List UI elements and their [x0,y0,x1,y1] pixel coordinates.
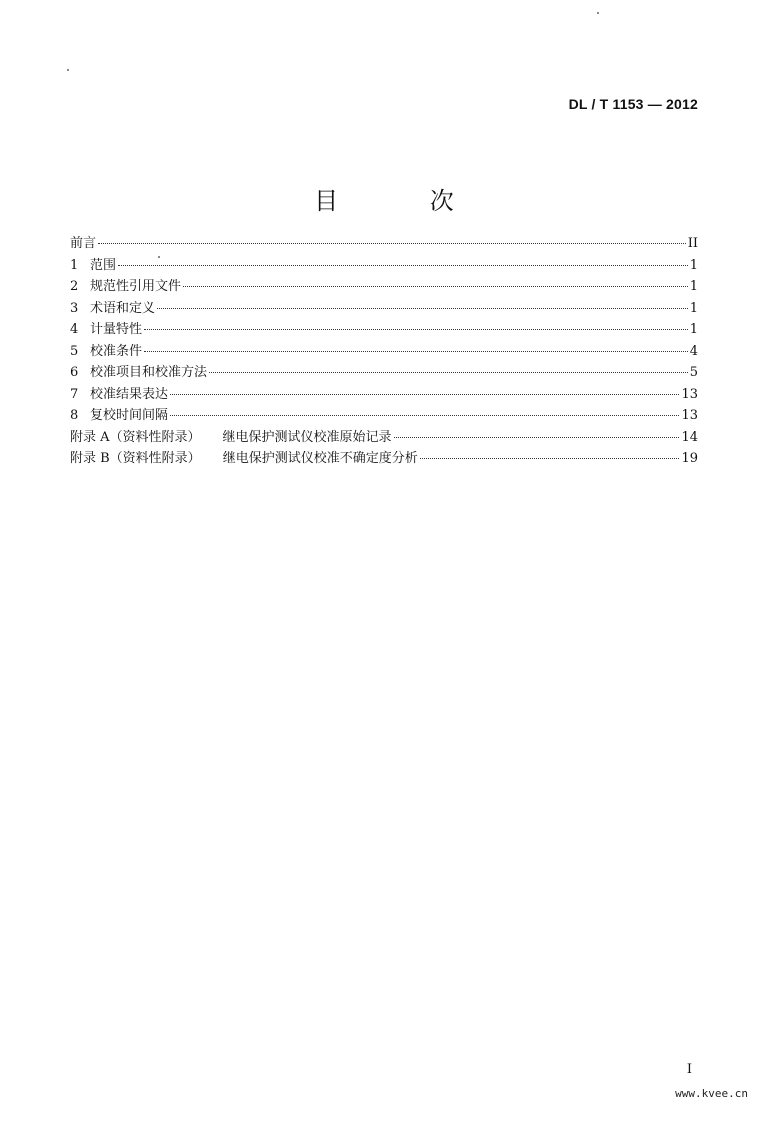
toc-entry-title: 复校时间间隔 [90,408,169,423]
toc-entry-6[interactable] [70,362,698,384]
toc-dot-leader [98,243,686,244]
toc-entry-number: 1 [70,257,79,273]
toc-dot-leader [118,265,688,266]
toc-entry-page: 1 [689,257,698,273]
toc-entry-number: 7 [70,386,79,402]
toc-entry-page: 19 [681,451,698,466]
toc-entry-number: 2 [70,279,79,294]
toc-entry-title: 继电保护测试仪校准不确定度分析 [222,451,418,466]
toc-dot-leader [183,286,688,287]
toc-dot-leader [144,351,688,352]
toc-entry-title: 前言 [70,236,97,251]
toc-entry-8[interactable] [70,405,698,427]
toc-entry-page: 1 [689,300,698,316]
toc-dot-leader [157,308,688,309]
toc-entry-number: 6 [70,365,79,380]
document-code: DL / T 1153 — 2012 [568,96,698,112]
toc-entry-page: 14 [681,429,698,445]
toc-entry-appendix-b[interactable] [70,448,698,470]
toc-dot-leader [144,329,688,330]
toc-entry-title: 校准条件 [90,343,143,359]
toc-entry-title: 校准项目和校准方法 [90,365,208,380]
toc-entry-title: 继电保护测试仪校准原始记录 [222,429,392,445]
toc-entry-number: 4 [70,322,79,337]
toc-entry-title: 范围 [90,257,117,273]
toc-entry-page: 1 [689,279,698,294]
toc-dot-leader [170,394,679,395]
scan-speck [67,69,69,71]
toc-dot-leader [420,458,680,459]
toc-entry-number: 5 [70,343,79,359]
toc-entry-4[interactable] [70,319,698,341]
toc-title: 目 次 [314,187,496,216]
toc-dot-leader [170,415,679,416]
site-watermark: www.kvee.cn [675,1087,748,1100]
toc-entry-3[interactable] [70,298,698,320]
toc-entry-page: 5 [689,365,698,380]
toc-entry-5[interactable] [70,341,698,363]
toc-entry-title: 校准结果表达 [90,386,169,402]
toc-entry-page: II [687,236,698,251]
toc-appendix-label: 附录 B（资料性附录） [70,451,201,466]
toc-entry-foreword[interactable] [70,233,698,255]
scan-speck [158,256,160,258]
toc-dot-leader [209,372,688,373]
toc-entry-page: 13 [681,386,698,402]
toc-entry-2[interactable] [70,276,698,298]
toc-entry-title: 计量特性 [90,322,143,337]
toc-entry-page: 13 [681,408,698,423]
toc-entry-appendix-a[interactable] [70,427,698,449]
toc-dot-leader [394,437,680,438]
toc-entry-page: 1 [689,322,698,337]
toc-list [70,233,698,470]
toc-entry-number: 8 [70,408,79,423]
toc-appendix-label: 附录 A（资料性附录） [70,429,201,445]
toc-entry-title: 术语和定义 [90,300,156,316]
scan-speck [597,12,599,14]
toc-entry-7[interactable] [70,384,698,406]
toc-entry-1[interactable] [70,255,698,277]
page-number: I [686,1062,692,1077]
toc-entry-title: 规范性引用文件 [90,279,182,294]
toc-entry-number: 3 [70,300,79,316]
toc-entry-page: 4 [689,343,698,359]
